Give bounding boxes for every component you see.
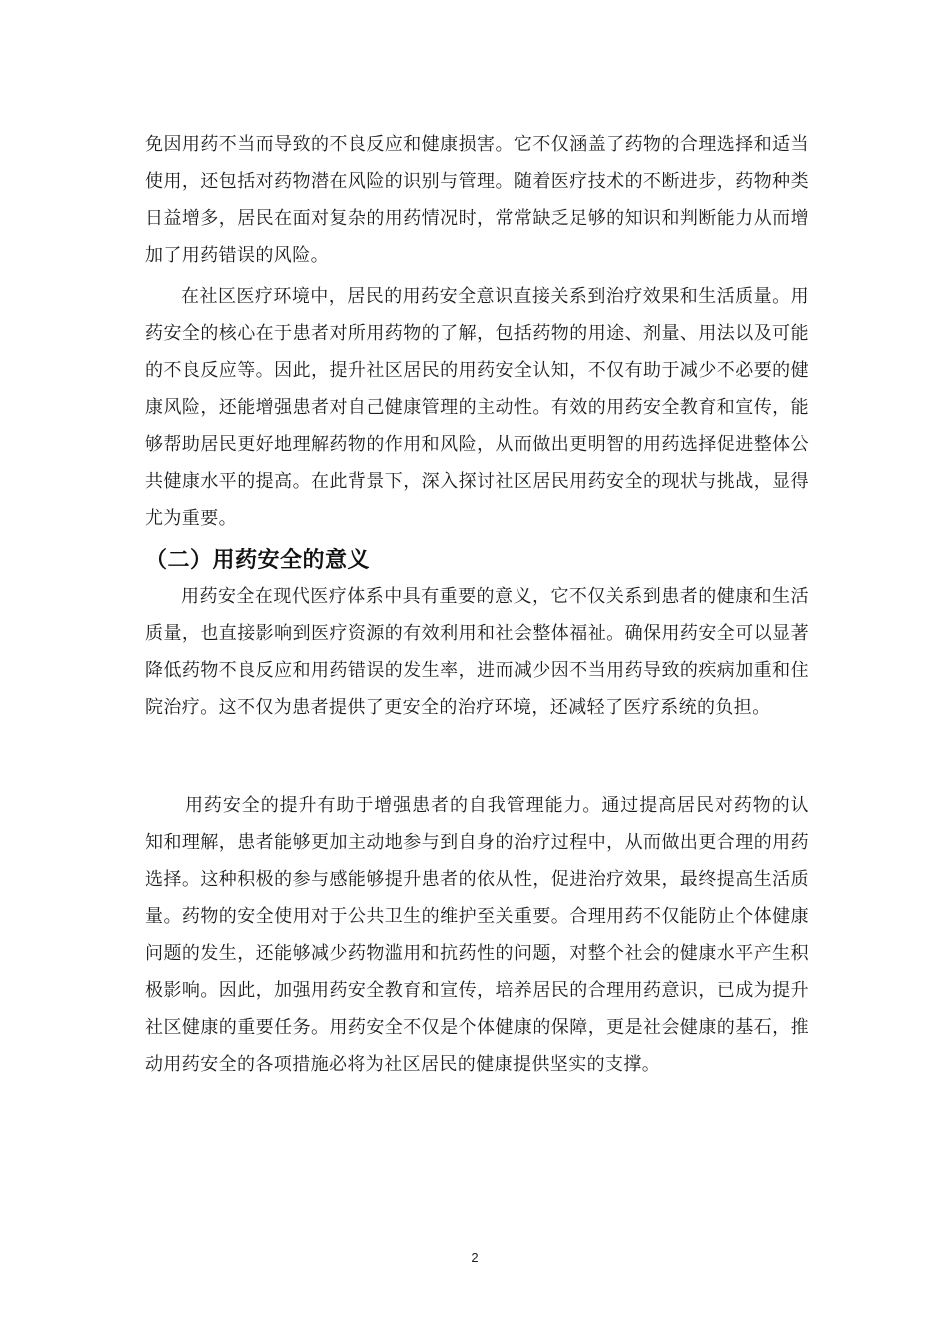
- section-heading: （二）用药安全的意义: [145, 548, 371, 573]
- page-number: 2: [471, 1250, 479, 1265]
- body-paragraph-4: 用药安全的提升有助于增强患者的自我管理能力。通过提高居民对药物的认知和理解，患者能够更加主动地参与到自身的治疗过程中，从而做出更合理的用药选择。这种积极的参与感能够提升患者的依从性，促进治疗效果，最终提高生活质量。药物的安全使用对于公共卫生的维护至关重要。合理用药不仅能防止个体健康问题的发生，还能够减少药物滥用和抗药性的问题，对整个社会的健康水平产生积极影响。因此，加强用药安全教育和宣传，培养居民的合理用药意识，已成为提升社区健康的重要任务。用药安全不仅是个体健康的保障，更是社会健康的基石，推动用药安全的各项措施必将为社区居民的健康提供坚实的支撑。: [145, 795, 809, 1075]
- body-paragraph-2: 在社区医疗环境中，居民的用药安全意识直接关系到治疗效果和生活质量。用药安全的核心在于患者对所用药物的了解，包括药物的用途、剂量、用法以及可能的不良反应等。因此，提升社区居民的用药安全认知，不仅有助于减少不必要的健康风险，还能增强患者对自己健康管理的主动性。有效的用药安全教育和宣传，能够帮助居民更好地理解药物的作用和风险，从而做出更明智的用药选择促进整体公共健康水平的提高。在此背景下，深入探讨社区居民用药安全的现状与挑战，显得尤为重要。: [145, 286, 809, 529]
- body-paragraph-1: 免因用药不当而导致的不良反应和健康损害。它不仅涵盖了药物的合理选择和适当使用，还包括对药物潜在风险的识别与管理。随着医疗技术的不断进步，药物种类日益增多，居民在面对复杂的用药情况时，常常缺乏足够的知识和判断能力从而增加了用药错误的风险。: [145, 134, 809, 266]
- body-paragraph-3: 用药安全在现代医疗体系中具有重要的意义，它不仅关系到患者的健康和生活质量，也直接影响到医疗资源的有效利用和社会整体福祉。确保用药安全可以显著降低药物不良反应和用药错误的发生率，进而减少因不当用药导致的疾病加重和住院治疗。这不仅为患者提供了更安全的治疗环境，还减轻了医疗系统的负担。: [145, 586, 809, 718]
